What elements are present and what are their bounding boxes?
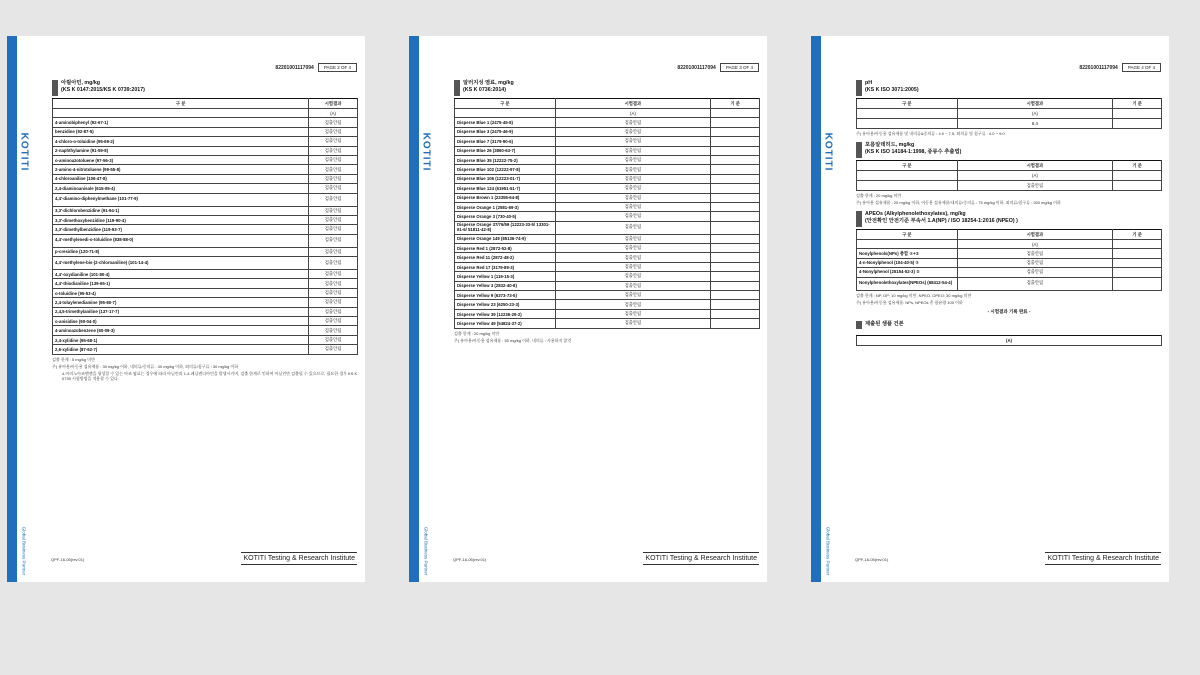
result-value: 검출안됨 — [309, 165, 358, 174]
criteria-cell — [711, 127, 760, 136]
table-row — [53, 215, 358, 224]
analyte-name: 2-amino-4-nitrotoluene (99-55-8) — [53, 165, 309, 174]
result-value: 검출안됨 — [957, 268, 1113, 277]
end-note: - 시험결과 기록 완료 - — [987, 308, 1031, 314]
report-page-4 — [811, 36, 1169, 582]
criteria-cell — [711, 253, 760, 262]
institute-footer: KOTITI Testing & Research Institute — [1045, 552, 1161, 565]
table-row: 검출안됨 — [857, 181, 1162, 191]
analyte-name: benzidine (92-87-5) — [53, 127, 309, 136]
section-marker — [454, 80, 460, 96]
table-row — [53, 257, 358, 270]
table-row — [455, 146, 760, 155]
sample-row: (A) — [857, 240, 1162, 249]
result-value: 검출안됨 — [309, 174, 358, 183]
criteria-cell — [711, 118, 760, 127]
analyte-name: Disperse Blue 124 (61951-51-7) — [455, 184, 556, 193]
result-value: 검출안됨 — [555, 212, 711, 221]
report-number: 82201001117094 — [677, 64, 716, 71]
section-method: (KS K ISO 3071:2005) — [865, 87, 919, 93]
form-code: QPF-16-05(rev.01) — [51, 557, 85, 562]
report-page-3 — [409, 36, 767, 582]
table-row — [455, 234, 760, 243]
table-row — [53, 174, 358, 183]
result-value: 검출안됨 — [309, 155, 358, 164]
table-header: 구 분 시험결과 기 준 — [455, 99, 760, 109]
analyte-name: Disperse Blue 1 (2475-45-8) — [455, 118, 556, 127]
allergenic-dye-table — [454, 98, 760, 329]
analyte-name: Disperse Blue 35 (12222-75-2) — [455, 155, 556, 164]
section-method: (KS K 0736:2014) — [463, 87, 506, 93]
table-row — [53, 206, 358, 215]
result-value: 검출안됨 — [555, 319, 711, 328]
criteria-cell — [711, 272, 760, 281]
analyte-name: 4-aminobiphenyl (92-67-1) — [53, 118, 309, 127]
table-header: 구 분 시험결과 기 준 — [857, 161, 1162, 171]
section-title: pH — [865, 80, 873, 86]
result-value: 검출안됨 — [555, 137, 711, 146]
table-row — [857, 249, 1162, 258]
result-value: 검출안됨 — [309, 326, 358, 335]
criteria-cell — [711, 291, 760, 300]
institute-footer: KOTITI Testing & Research Institute — [643, 552, 759, 565]
section-title: 알러지성 염료, mg/kg — [463, 80, 514, 86]
table-row — [455, 118, 760, 127]
analyte-name: Disperse Yellow 49 (54824-37-2) — [455, 319, 556, 328]
table-row — [455, 291, 760, 300]
tagline: Global Business Partner — [21, 526, 27, 576]
page-content — [52, 80, 358, 381]
apeos-table — [856, 229, 1162, 291]
section-header — [856, 80, 1162, 96]
accent-strip — [7, 36, 17, 582]
analyte-name: 4,4'-diamino-diphenylmethane (101-77-9) — [53, 193, 309, 206]
criteria-cell — [711, 244, 760, 253]
page-header — [1079, 63, 1161, 72]
result-value: 검출안됨 — [309, 335, 358, 344]
analyte-name: 3,3'-dichlorobenzidine (91-94-1) — [53, 206, 309, 215]
table-row — [455, 244, 760, 253]
criteria-cell — [711, 221, 760, 234]
table-row — [455, 127, 760, 136]
table-row — [53, 127, 358, 136]
analyte-name: Disperse Brown 1 (23355-64-8) — [455, 193, 556, 202]
result-value: 검출안됨 — [309, 288, 358, 297]
table-row — [455, 193, 760, 202]
section-header — [856, 211, 1162, 227]
table-row — [53, 193, 358, 206]
table-row — [455, 212, 760, 221]
detection-limit: 검출 한계 : 20 mg/kg 미만 — [856, 193, 902, 198]
page-number: PAGE 3 OF 4 — [720, 63, 759, 72]
table-row — [455, 155, 760, 164]
result-value: 검출안됨 — [309, 146, 358, 155]
institute-footer: KOTITI Testing & Research Institute — [241, 552, 357, 565]
formaldehyde-table — [856, 160, 1162, 191]
criteria-cell — [711, 300, 760, 309]
analyte-name: Nonylphenolethoxylates(NPEOs) (68412-54-4) — [857, 277, 958, 290]
analyte-name: 3,3'-dimethylbenzidine (119-93-7) — [53, 225, 309, 234]
footnote: 주) 유아용/아동용 섬유제품 및 내의류&중의류 : 4.0 ~ 7.5, 외의류 및 침구류 : 4.0 ~ 9.0 — [856, 131, 1005, 136]
table-row — [455, 184, 760, 193]
analyte-name: Disperse Yellow 23 (6250-23-3) — [455, 300, 556, 309]
table-row — [53, 335, 358, 344]
sample-row: (A) — [857, 109, 1162, 119]
form-code: QPF-16-05(rev.01) — [855, 557, 889, 562]
table-row — [53, 307, 358, 316]
ph-value: 6.4 — [957, 119, 1113, 129]
table-row — [857, 277, 1162, 290]
accent-strip — [811, 36, 821, 582]
analyte-name: Disperse Blue 102 (12222-97-8) — [455, 165, 556, 174]
section-header — [454, 80, 760, 96]
table-row — [53, 118, 358, 127]
result-value: 검출안됨 — [555, 127, 711, 136]
table-row — [53, 317, 358, 326]
analyte-name: Disperse Blue 26 (3860-63-7) — [455, 146, 556, 155]
analyte-name: Disperse Orange 1 (2581-69-3) — [455, 202, 556, 211]
table-row — [53, 298, 358, 307]
section-header — [52, 80, 358, 96]
sample-row: (A) — [455, 109, 760, 118]
detection-limit: 검출 한계 : 5 mg/kg 미만 — [52, 356, 95, 362]
analyte-name: 4-Nonylphenol (25154-52-3) ② — [857, 268, 958, 277]
analyte-name: Disperse Orange 149 (85136-74-9) — [455, 234, 556, 243]
arylamine-table — [52, 98, 358, 355]
result-value: 검출안됨 — [555, 272, 711, 281]
analyte-name: 4,4'-oxydianiline (101-80-4) — [53, 270, 309, 279]
result-value: 검출안됨 — [555, 155, 711, 164]
kotiti-logo: KOTITI — [822, 132, 834, 172]
form-code: QPF-16-05(rev.01) — [453, 557, 487, 562]
result-value: 검출안됨 — [555, 202, 711, 211]
criteria-cell — [711, 202, 760, 211]
table-row — [53, 345, 358, 354]
table-header: 구 분 시험결과 기 준 — [857, 99, 1162, 109]
page-header — [677, 63, 759, 72]
analyte-name: o-toluidine (95-53-4) — [53, 288, 309, 297]
result-value: 검출안됨 — [309, 257, 358, 270]
analyte-name: Disperse Red 1 (2872-52-8) — [455, 244, 556, 253]
table-row — [455, 309, 760, 318]
analyte-name: 2,4-xylidine (95-68-1) — [53, 335, 309, 344]
ph-table — [856, 98, 1162, 129]
analyte-name: 2,4-diaminoanisole (615-05-4) — [53, 184, 309, 193]
criteria-cell — [711, 262, 760, 271]
section-title: 포름알데히드, mg/kg — [865, 142, 915, 148]
analyte-name: o-anisidine (90-04-0) — [53, 317, 309, 326]
analyte-name: Disperse Yellow 9 (6373-73-5) — [455, 291, 556, 300]
table-row — [53, 137, 358, 146]
result-value: 검출안됨 — [555, 118, 711, 127]
detection-limit: 검출 한계 : 20 mg/kg 미만 — [454, 330, 500, 336]
result-value: 검출안됨 — [309, 118, 358, 127]
tagline: Global Business Partner — [423, 526, 429, 576]
criteria-cell — [711, 155, 760, 164]
section-method: (KS K ISO 14184-1:1998, 증류수 추출법) — [865, 149, 962, 155]
result-value: 검출안됨 — [555, 300, 711, 309]
table-row — [455, 281, 760, 290]
analyte-name: Disperse Red 17 (3179-89-3) — [455, 262, 556, 271]
result-value: 검출안됨 — [555, 253, 711, 262]
analyte-name: Disperse Yellow 3 (2832-40-8) — [455, 281, 556, 290]
table-row — [857, 119, 1162, 129]
result-value: 검출안됨 — [555, 244, 711, 253]
page-number: PAGE 4 OF 4 — [1122, 63, 1161, 72]
table-row — [53, 165, 358, 174]
table-row — [53, 326, 358, 335]
result-value: 검출안됨 — [555, 174, 711, 183]
page-content — [454, 80, 760, 343]
analyte-name: Disperse Red 11 (2872-48-2) — [455, 253, 556, 262]
result-value: 검출안됨 — [957, 249, 1113, 258]
analyte-name: 4-aminoazobenzene (60-09-3) — [53, 326, 309, 335]
section-method: (KS K 0147:2015/KS K 0739:2017) — [61, 87, 145, 93]
analyte-name: 4,4'-thiodianiline (139-65-1) — [53, 279, 309, 288]
table-row — [53, 146, 358, 155]
analyte-name: p-cresidine (120-71-8) — [53, 247, 309, 256]
kotiti-logo: KOTITI — [420, 132, 432, 172]
analyte-name: 2,4,5-trimethylaniline (137-17-7) — [53, 307, 309, 316]
table-row — [53, 279, 358, 288]
sample-table — [856, 335, 1162, 346]
section-title: APEOs (Alkylphenolethoxylates), mg/kg — [865, 211, 966, 217]
table-row — [455, 174, 760, 183]
result-value: 검출안됨 — [309, 307, 358, 316]
analyte-name: 2,6-xylidine (87-62-7) — [53, 345, 309, 354]
detection-limit: 검출 한계 : NP, OP: 10 mg/kg 미만, NPEO, OPEO: 30 mg/kg 미만 — [856, 292, 972, 298]
criteria-cell — [711, 193, 760, 202]
result-value: 검출안됨 — [555, 262, 711, 271]
analyte-name: Nonylphenols(NPs) 총합 ①+② — [857, 249, 958, 258]
table-row — [455, 221, 760, 234]
result-value: 검출안됨 — [309, 234, 358, 247]
criteria-cell — [711, 146, 760, 155]
section-title: 아릴아민, mg/kg — [61, 80, 101, 86]
footnote: 주) 유아용/아동용 섬유제품: NPs, NPEOs 총 함유량 100 이하 — [856, 299, 963, 305]
table-row — [53, 288, 358, 297]
kotiti-logo: KOTITI — [18, 132, 30, 172]
section-header — [856, 321, 1162, 329]
criteria-cell — [1113, 258, 1162, 267]
page-number: PAGE 2 OF 4 — [318, 63, 357, 72]
analyte-name: 4-n-Nonylphenol (104-40-5) ① — [857, 258, 958, 267]
result-value: 검출안됨 — [309, 184, 358, 193]
criteria-cell — [1113, 277, 1162, 290]
section-marker — [856, 211, 862, 227]
result-value: 검출안됨 — [555, 291, 711, 300]
section-marker — [52, 80, 58, 96]
section-marker — [856, 321, 862, 329]
analyte-name: Disperse Yellow 1 (119-15-3) — [455, 272, 556, 281]
criteria-cell — [711, 212, 760, 221]
result-value: 검출안됨 — [309, 127, 358, 136]
criteria-cell — [711, 281, 760, 290]
result-value: 검출안됨 — [309, 215, 358, 224]
table-header: (A) — [857, 335, 1162, 345]
criteria-cell — [711, 165, 760, 174]
result-value: 검출안됨 — [309, 279, 358, 288]
result-value: 검출안됨 — [309, 137, 358, 146]
table-row — [455, 165, 760, 174]
result-value: 검출안됨 — [309, 247, 358, 256]
table-row — [455, 300, 760, 309]
result-value: 검출안됨 — [555, 234, 711, 243]
result-value: 검출안됨 — [309, 206, 358, 215]
criteria-cell — [711, 234, 760, 243]
result-value: 검출안됨 — [309, 298, 358, 307]
section-marker — [856, 80, 862, 96]
table-row — [857, 268, 1162, 277]
table-header: 구 분 시험결과 — [53, 99, 358, 109]
result-value: 검출안됨 — [555, 146, 711, 155]
table-row — [53, 184, 358, 193]
footnote: 주) 유아용/아동용 섬유제품 : 50 mg/kg 이하, 내의류 : 사용하지 않것 — [454, 337, 572, 343]
footnote: 주) 유아용 섬유제품 : 20 mg/kg 이하, 아동용 섬유제품/내의류/중의류 : 75 mg/kg 이하, 외의류/침구류 : 300 mg/kg 이하 — [856, 200, 1061, 205]
result-value: 검출안됨 — [555, 309, 711, 318]
analyte-name: 4,4'-methylene-bis-(2-chloroaniline) (101-14-4) — [53, 257, 309, 270]
analyte-name: Disperse Blue 3 (2475-46-9) — [455, 127, 556, 136]
table-row — [53, 225, 358, 234]
analyte-name: 2,4-toluylenediamine (95-80-7) — [53, 298, 309, 307]
analyte-name: Disperse Orange 37/76/59 (12223-33-5/ 13301-61-6/ 51811-42-8) — [455, 221, 556, 234]
table-row — [53, 247, 358, 256]
criteria-cell — [711, 137, 760, 146]
footnote: 주) 유아용/아동용 섬유제품 : 30 mg/kg 이하, 내의류/중의류 : 30 mg/kg 이하, 외의류/침구류 : 30 mg/kg 이하 — [52, 363, 239, 369]
section-title: 제출된 샘플 건본 — [865, 320, 904, 327]
result-value: 검출안됨 — [555, 193, 711, 202]
analyte-name: o-aminoazotoluene (97-56-3) — [53, 155, 309, 164]
report-number: 82201001117094 — [1079, 64, 1118, 71]
page-content — [856, 80, 1162, 346]
table-row — [455, 253, 760, 262]
table-row — [53, 234, 358, 247]
criteria-cell — [711, 184, 760, 193]
criteria-cell — [711, 309, 760, 318]
sample-row: (A) — [857, 171, 1162, 181]
result-value: 검출안됨 — [555, 221, 711, 234]
table-header: 구 분 시험결과 기 준 — [857, 230, 1162, 240]
analyte-name: Disperse Blue 106 (12223-01-7) — [455, 174, 556, 183]
criteria-cell — [711, 174, 760, 183]
table-row — [455, 319, 760, 328]
table-row — [455, 202, 760, 211]
table-row — [857, 258, 1162, 267]
result-value: 검출안됨 — [957, 258, 1113, 267]
result-value: 검출안됨 — [309, 270, 358, 279]
tagline: Global Business Partner — [825, 526, 831, 576]
analyte-name: Disperse Yellow 39 (12236-29-2) — [455, 309, 556, 318]
criteria-cell — [711, 319, 760, 328]
result-value: 검출안됨 — [555, 281, 711, 290]
section-marker — [856, 142, 862, 158]
report-page-2 — [7, 36, 365, 582]
section-method: (안전확인 안전기준 부속서 1.A(NP) / ISO 18254-1:2016 (NPEO) ) — [865, 218, 1018, 224]
analyte-name: 4-chloro-o-toluidine (95-69-2) — [53, 137, 309, 146]
accent-strip — [409, 36, 419, 582]
table-row — [455, 137, 760, 146]
section-header — [856, 142, 1162, 158]
table-row — [455, 262, 760, 271]
result-value: 검출안됨 — [309, 193, 358, 206]
analyte-name: 2-naphthylamine (91-59-8) — [53, 146, 309, 155]
report-number: 82201001117094 — [275, 64, 314, 71]
criteria-cell — [1113, 249, 1162, 258]
result-value: 검출안됨 — [957, 277, 1113, 290]
analyte-name: Disperse Blue 7 (3179-90-6) — [455, 137, 556, 146]
table-row — [455, 272, 760, 281]
page-header — [275, 63, 357, 72]
result-value: 검출안됨 — [309, 345, 358, 354]
analyte-name: 4,4'-methylenedi-o-toluidine (838-88-0) — [53, 234, 309, 247]
result-value: 검출안됨 — [309, 225, 358, 234]
criteria-cell — [1113, 268, 1162, 277]
result-value: 검출안됨 — [555, 184, 711, 193]
result-value: 검출안됨 — [309, 317, 358, 326]
analyte-name: 3,3'-dimethoxybenzidine (119-90-4) — [53, 215, 309, 224]
footnote-2: 4-아미노아조벤젠을 형성할 수 있는 아조 염료는 경우에 따라 아닐린과 1,4-페닐렌디아민을 발생시키며, 검출 한계로 인하여 아닐린만 검출될 수 있으므로, 필요한 경우 KS K 0739 시험방법을 적용할 수 있다. — [62, 370, 358, 381]
result-value: 검출안됨 — [555, 165, 711, 174]
table-row — [53, 155, 358, 164]
table-row — [53, 270, 358, 279]
analyte-name: Disperse Orange 3 (730-40-5) — [455, 212, 556, 221]
sample-row: (A) — [53, 109, 358, 118]
analyte-name: 4-chloroaniline (106-47-8) — [53, 174, 309, 183]
